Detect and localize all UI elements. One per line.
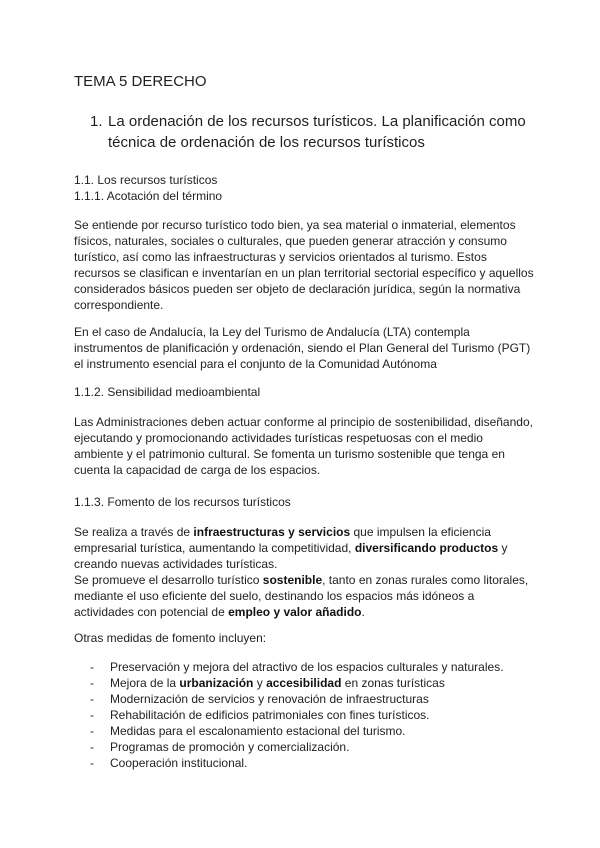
paragraph-fomento-1 <box>74 524 534 572</box>
text-run: , tanto en zonas rurales como litorales, mediante el uso eficiente del suelo, destinando los espacios más idóneos a actividades con potencial de <box>74 573 529 619</box>
heading-1 <box>90 111 560 153</box>
list-item <box>74 691 554 707</box>
heading-1-text: La ordenación de los recursos turísticos. La planificación como técnica de ordenación de los recursos turísticos <box>108 113 526 151</box>
otras-medidas-intro: Otras medidas de fomento incluyen: <box>74 631 267 645</box>
dash-bullet: - <box>90 660 94 674</box>
list-item <box>74 675 554 691</box>
list-item <box>74 659 554 675</box>
bold-run: accesibilidad <box>266 676 342 690</box>
bold-run: diversificando productos <box>354 541 499 555</box>
paragraph-text: En el caso de Andalucía, la Ley del Turismo de Andalucía (LTA) contempla instrumentos de planificación y ordenación, siendo el Plan General del Turismo (PGT) el instrumento esencial para el conjunto de la Comunidad Autónoma <box>74 325 531 371</box>
list-item <box>74 723 554 739</box>
list-item <box>74 707 554 723</box>
paragraph-andalucia <box>74 324 534 372</box>
bold-run: infraestructuras y servicios <box>193 525 351 539</box>
list-item-text: Programas de promoción y comercialización. <box>110 740 350 754</box>
bold-run: sostenible <box>262 573 323 587</box>
section-1-1-2-title-block <box>74 384 534 400</box>
text-run: Mejora de la <box>110 676 180 690</box>
section-1-1-3-title: 1.1.3. Fomento de los recursos turísticos <box>74 495 291 509</box>
list-item-text: Modernización de servicios y renovación de infraestructuras <box>110 692 429 706</box>
section-1-1-1-title: 1.1.1. Acotación del término <box>74 189 223 203</box>
list-item-text: Rehabilitación de edificios patrimoniales con fines turísticos. <box>110 708 430 722</box>
list-item-text: Cooperación institucional. <box>110 756 248 770</box>
otras-medidas-intro-block <box>74 630 534 646</box>
dash-bullet: - <box>90 756 94 770</box>
bold-run: urbanización <box>179 676 254 690</box>
dash-bullet: - <box>90 724 94 738</box>
bold-run: empleo y valor añadido <box>228 605 362 619</box>
document-title: TEMA 5 DERECHO <box>74 73 207 90</box>
section-1-1-title: 1.1. Los recursos turísticos <box>74 173 218 187</box>
paragraph-fomento <box>74 524 534 620</box>
text-run: en zonas turísticas <box>341 676 445 690</box>
text-run: que impulsen la eficiencia empresarial turística, aumentando la competitividad, <box>74 525 491 555</box>
text-run: y <box>253 676 267 690</box>
list-item-text: Preservación y mejora del atractivo de los espacios culturales y naturales. <box>110 660 504 674</box>
text-run: y creando nuevas actividades turísticas. <box>74 541 508 571</box>
dash-bullet: - <box>90 676 94 690</box>
paragraph-text: Las Administraciones deben actuar conforme al principio de sostenibilidad, diseñando, ejecutando y promocionando actividades turísticas respetuosas con el medio ambiente y el patrimonio cultural. Se fomenta un turismo sostenible que tenga en cuenta la capacidad de carga de los espacios. <box>74 415 533 477</box>
paragraph-text: Se entiende por recurso turístico todo bien, ya sea material o inmaterial, elementos físicos, naturales, sociales o culturales, que pueden generar atracción y consumo turístico, así como las infraestructuras y servicios orientados al turismo. Estos recursos se clasifican e inventarían en un plan territorial sectorial específico y aquellos considerados básicos pueden ser objeto de declaración jurídica, según la normativa correspondiente. <box>74 218 534 312</box>
paragraph-fomento-2 <box>74 572 534 620</box>
medidas-list <box>74 659 554 771</box>
text-run: . <box>361 605 365 619</box>
dash-bullet: - <box>90 740 94 754</box>
heading-1-number: 1. <box>90 113 103 130</box>
medidas-list-block <box>74 659 554 771</box>
section-1-1-headings <box>74 172 534 204</box>
list-item <box>74 755 554 771</box>
dash-bullet: - <box>90 692 94 706</box>
dash-bullet: - <box>90 708 94 722</box>
text-run: Se realiza a través de <box>74 525 194 539</box>
paragraph-definition <box>74 217 534 313</box>
list-item-text: Medidas para el escalonamiento estacional del turismo. <box>110 724 406 738</box>
text-run: Se promueve el desarrollo turístico <box>74 573 263 587</box>
section-1-1-3-title-block <box>74 494 534 510</box>
paragraph-sostenibilidad <box>74 414 534 478</box>
list-item <box>74 739 554 755</box>
section-1-1-2-title: 1.1.2. Sensibilidad medioambiental <box>74 385 261 399</box>
